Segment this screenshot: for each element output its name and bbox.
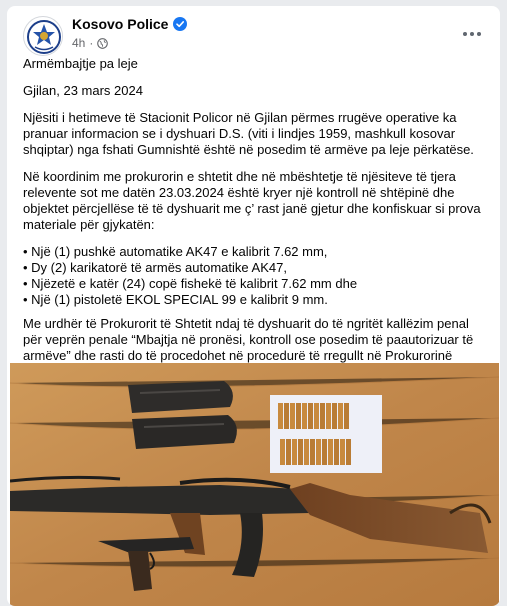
post-timestamp[interactable]: 4h bbox=[72, 36, 86, 50]
globe-icon[interactable] bbox=[97, 38, 108, 49]
post-photo[interactable] bbox=[10, 363, 499, 606]
more-dot bbox=[463, 32, 467, 36]
post-meta bbox=[72, 36, 108, 50]
post-card bbox=[7, 6, 500, 606]
page-name[interactable] bbox=[72, 16, 187, 32]
post-body bbox=[23, 56, 489, 391]
post-location-date: Gjilan, 23 mars 2024 bbox=[23, 83, 143, 98]
more-options-icon[interactable] bbox=[458, 20, 486, 48]
post-paragraph: Me urdhër të Prokurorit të Shtetit ndaj të dyshuarit do të ngritët kallëzim penal për veprën penale “Mbajtja në pronësi, kontroll ose posedim të paautorizuar të armëve” dhe rasti do të procedohet në procedurë të rregullt në Prokurorinë bbox=[23, 316, 474, 363]
list-item: • Një (1) pistoletë EKOL SPECIAL 99 e kalibrit 9 mm. bbox=[23, 292, 328, 307]
page-name-label[interactable]: Kosovo Police bbox=[72, 16, 169, 32]
post-title: Armëmbajtje pa leje bbox=[23, 56, 138, 71]
verified-badge-icon bbox=[173, 17, 187, 31]
post-paragraph: Njësiti i hetimeve të Stacionit Policor në Gjilan përmes rrugëve operative ka pranuar informacion se i dyshuari D.S. (viti i lindjes 1959, mashkull kosovar shqiptar) nga fshati Gumnishtë është në posedim të armëve pa leje përkatëse. bbox=[23, 110, 474, 157]
more-dot bbox=[470, 32, 474, 36]
list-item: • Dy (2) karikatorë të armës automatike AK47, bbox=[23, 260, 287, 275]
list-item: • Një (1) pushkë automatike AK47 e kalibrit 7.62 mm, bbox=[23, 244, 328, 259]
avatar[interactable] bbox=[23, 16, 63, 56]
police-badge-icon bbox=[24, 17, 63, 56]
meta-separator: · bbox=[89, 36, 94, 50]
seized-items-list bbox=[23, 244, 489, 308]
more-dot bbox=[477, 32, 481, 36]
post-paragraph: Në koordinim me prokurorin e shtetit dhe në mbështetje të njësiteve të tjera relevente sot me datën 23.03.2024 është kryer një kontroll në shtëpinë dhe objektet përcjellëse të të dyshuarit me ç’ rast janë gjetur dhe konfiskuar si prova materiale për gjykatën: bbox=[23, 169, 481, 232]
seized-weapons-photo bbox=[10, 363, 499, 606]
list-item: • Njëzetë e katër (24) copë fishekë të kalibrit 7.62 mm dhe bbox=[23, 276, 358, 291]
post-header bbox=[7, 6, 500, 58]
